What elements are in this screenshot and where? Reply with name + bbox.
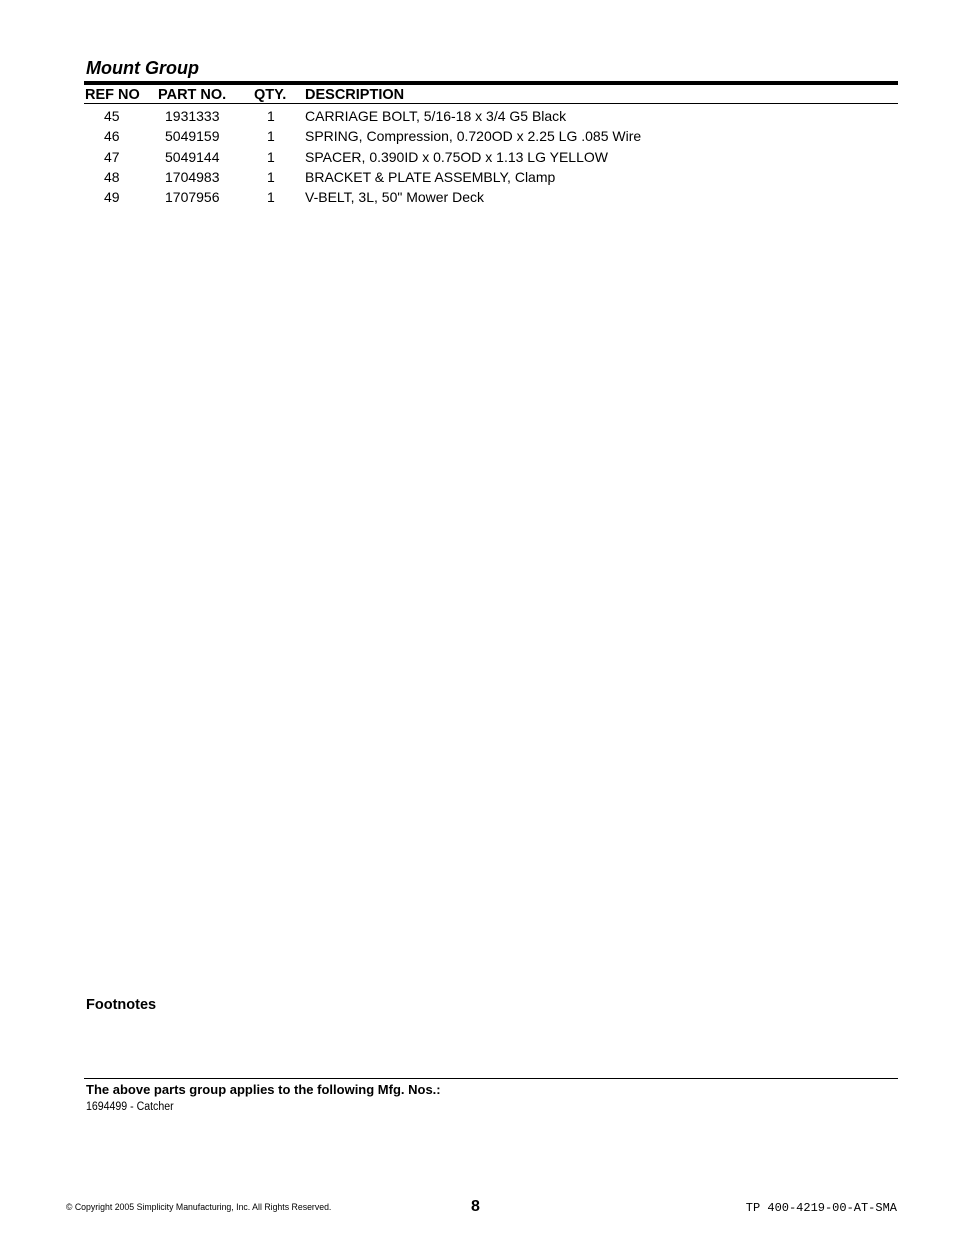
part-no-cell: 1931333 [165,108,220,124]
ref-no-cell: 46 [104,128,120,145]
table-row [0,148,954,168]
document-code: TP 400-4219-00-AT-SMA [745,1201,897,1215]
applies-title: The above parts group applies to the following Mfg. Nos.: [86,1082,441,1097]
column-header-part-no: PART NO. [158,87,227,103]
part-no-cell: 5049144 [165,148,220,165]
ref-no-cell: 48 [104,168,120,185]
applies-rule [84,1078,898,1079]
qty-cell: 1 [267,189,275,206]
table-row [0,127,954,147]
qty-cell: 1 [267,128,275,145]
description-cell: BRACKET & PLATE ASSEMBLY, Clamp [305,168,556,185]
table-row [0,168,954,188]
table-row [0,107,954,127]
ref-no-cell: 47 [104,148,120,165]
copyright-notice: © Copyright 2005 Simplicity Manufacturing, Inc. All Rights Reserved. [66,1202,332,1213]
ref-no-cell: 45 [104,108,120,124]
description-cell: SPACER, 0.390ID x 0.75OD x 1.13 LG YELLOW [305,148,608,165]
part-no-cell: 1704983 [165,168,220,185]
ref-no-cell: 49 [104,189,120,206]
column-header-ref-no: REF NO [85,87,140,103]
description-cell: SPRING, Compression, 0.720OD x 2.25 LG .085 Wire [305,128,642,145]
part-no-cell: 1707956 [165,189,220,206]
description-cell: CARRIAGE BOLT, 5/16-18 x 3/4 G5 Black [305,108,567,124]
part-no-cell: 5049159 [165,128,220,145]
page-number: 8 [471,1198,480,1215]
group-title: Mount Group [86,58,199,78]
column-header-description: DESCRIPTION [305,87,405,103]
qty-cell: 1 [267,148,275,165]
header-rule [84,103,898,104]
table-row [0,188,954,208]
qty-cell: 1 [267,168,275,185]
column-header-qty: QTY. [254,87,287,103]
footnotes-title: Footnotes [86,997,157,1013]
mfg-number-item: 1694499 - Catcher [86,1101,174,1113]
qty-cell: 1 [267,108,275,124]
description-cell: V-BELT, 3L, 50" Mower Deck [305,189,485,206]
parts-list [0,107,954,208]
title-rule [84,81,898,85]
